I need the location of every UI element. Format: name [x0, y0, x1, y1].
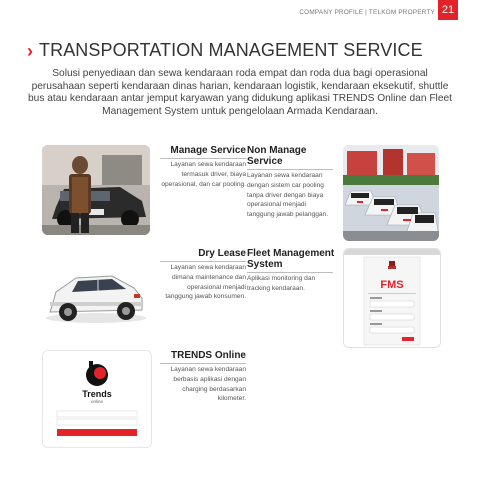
manage-service-rule	[160, 158, 246, 159]
non-manage-service-title: Non Manage Service	[247, 145, 307, 167]
header-section-label: COMPANY PROFILE | TELKOM PROPERTY	[299, 9, 435, 16]
dry-lease-title: Dry Lease	[198, 248, 246, 259]
non-manage-service-rule	[247, 169, 333, 170]
dry-lease-desc: Layanan sewa kendaraan dimana maintenance dan operasional menjadi tanggung jawab konsumen.	[165, 264, 246, 301]
fms-title: FMS	[380, 279, 404, 291]
trends-app-screenshot	[42, 350, 152, 448]
fleet-management-rule	[247, 272, 333, 273]
trends-logo-text: Trends	[82, 389, 112, 399]
non-manage-service-desc: Layanan sewa kendaraan dengan sistem car pooling tanpa driver dengan biaya operasional menjadi tanggung jawab pelanggan.	[247, 172, 329, 219]
non-manage-service-photo	[343, 145, 439, 241]
manage-service-title: Manage Service	[170, 145, 246, 156]
trends-online-rule	[160, 363, 246, 364]
fleet-management-title: Fleet Management System	[247, 248, 335, 270]
fms-app-screenshot	[343, 248, 441, 348]
intro-paragraph: Solusi penyediaan dan sewa kendaraan roda empat dan roda dua bagi operasional perusahaan seperti kendaraan dinas harian, kendaraan logistik, kendaraan eksekutif, shuttle bus atau kendaraan antar jemput karyawan yang didukung aplikasi TRENDS Online dan Fleet Management System untuk pengelolaan Armada Kendaraan.	[28, 68, 452, 117]
chevron-right-icon: ›	[27, 40, 33, 61]
trends-online-desc: Layanan sewa kendaraan berbasis aplikasi dengan charging berdasarkan kilometer.	[170, 366, 246, 403]
fleet-management-desc: Aplikasi monitoring dan tracking kendaraan.	[247, 275, 316, 292]
manage-service-desc: Layanan sewa kendaraan termasuk driver, biaya operasional, dan car pooling.	[161, 161, 246, 188]
trends-logo-subtext: online	[90, 399, 103, 404]
trends-online-title: TRENDS Online	[170, 350, 246, 361]
manage-service-photo	[42, 145, 150, 235]
page-title: TRANSPORTATION MANAGEMENT SERVICE	[39, 40, 423, 60]
dry-lease-rule	[160, 261, 246, 262]
dry-lease-photo	[42, 248, 150, 338]
page-number-badge: 21	[438, 0, 458, 20]
title-row	[27, 40, 423, 61]
